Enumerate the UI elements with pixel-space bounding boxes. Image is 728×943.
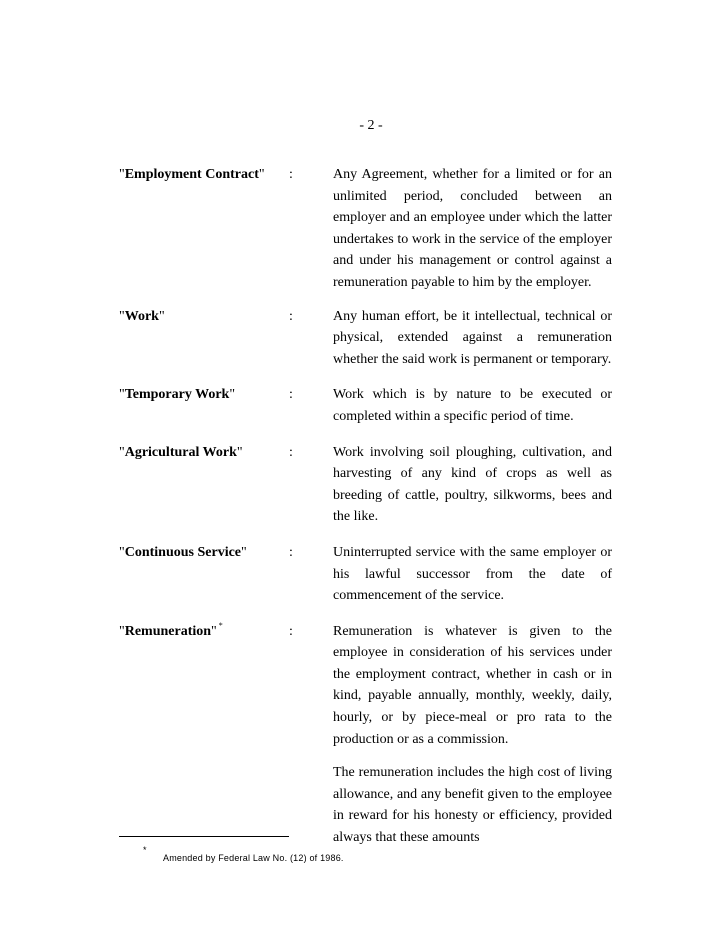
page-number: - 2 -: [359, 118, 383, 133]
definition-colon: :: [289, 308, 293, 324]
definition-entry-work: "Work" : Any human effort, be it intellectual, technical or physical, extended against a remuneration whether the said work is permanent or temporary.: [119, 306, 612, 371]
footnote-marker: *: [143, 845, 147, 855]
definition-term: Work: [124, 308, 159, 324]
definition-paragraph: Uninterrupted service with the same employer or his lawful successor from the date of commencement of the service.: [333, 544, 612, 604]
definition-colon: :: [289, 444, 293, 460]
definitions-list: [119, 164, 612, 849]
footnote-reference-marker[interactable]: *: [218, 620, 223, 630]
definition-colon: :: [289, 387, 293, 403]
definition-text: [333, 164, 612, 294]
definition-paragraph: Remuneration is whatever is given to the employee in consideration of his services under the employment contract, whether in cash or in kind, payable annually, monthly, weekly, daily, hourly, or by piece-meal or pro rata to the production or as a commission.: [333, 623, 612, 747]
definition-colon: :: [289, 544, 293, 560]
definition-entry-employment-contract: "Employment Contract" : Any Agreement, whether for a limited or for an unlimited period, concluded between an employer and an employee under which the latter undertakes to work in the service of the employer and under his management or control against a remuneration payable to him by the employer.: [119, 164, 612, 294]
footnote-text: Amended by Federal Law No. (12) of 1986.: [163, 853, 344, 863]
definition-text: [333, 542, 612, 607]
definition-text: [333, 306, 612, 371]
footnote-separator: [119, 836, 289, 837]
definition-entry-agricultural-work: "Agricultural Work" : Work involving soil ploughing, cultivation, and harvesting of any kind of crops as well as breeding of cattle, poultry, silkworms, bees and the like.: [119, 442, 612, 528]
definition-term: Temporary Work: [124, 387, 230, 403]
definition-term: Agricultural Work: [124, 444, 237, 460]
definition-text: [333, 621, 612, 849]
definition-paragraph: Any Agreement, whether for a limited or for an unlimited period, concluded between an employer and an employee under which the latter undertakes to work in the service of the employer and under his management or control against a remuneration payable to him by the employer.: [333, 167, 612, 290]
definition-entry-continuous-service: "Continuous Service" : Uninterrupted service with the same employer or his lawful successor from the date of commencement of the service.: [119, 542, 612, 607]
definition-paragraph: The remuneration includes the high cost of living allowance, and any benefit given to the employee in reward for his honesty or efficiency, provided always that these amounts: [333, 765, 612, 846]
definition-text: [333, 384, 612, 427]
definition-paragraph: Work involving soil ploughing, cultivation, and harvesting of any kind of crops as well as breeding of cattle, poultry, silkworms, bees and the like.: [333, 444, 612, 525]
definition-term: Continuous Service: [124, 544, 242, 560]
definition-paragraph: Work which is by nature to be executed or completed within a specific period of time.: [333, 387, 612, 424]
definition-entry-temporary-work: "Temporary Work" : Work which is by nature to be executed or completed within a specific period of time.: [119, 384, 612, 427]
definition-paragraph: Any human effort, be it intellectual, technical or physical, extended against a remuneration whether the said work is permanent or temporary.: [333, 308, 612, 367]
definition-term: Remuneration: [124, 623, 212, 639]
definition-colon: :: [289, 623, 293, 639]
definition-entry-remuneration: "Remuneration" * : Remuneration is whatever is given to the employee in consideration of his services under the employment contract, whether in cash or in kind, payable annually, monthly, weekly, daily, hourly, or by piece-meal or pro rata to the production or as a commission. The remuneration includes the high cost of living allowance, and any benefit given to the employee in reward for his honesty or efficiency, provided always that these amounts: [119, 621, 612, 849]
definition-colon: :: [289, 167, 293, 182]
definition-text: [333, 442, 612, 528]
definition-term: Employment Contract: [124, 167, 259, 182]
